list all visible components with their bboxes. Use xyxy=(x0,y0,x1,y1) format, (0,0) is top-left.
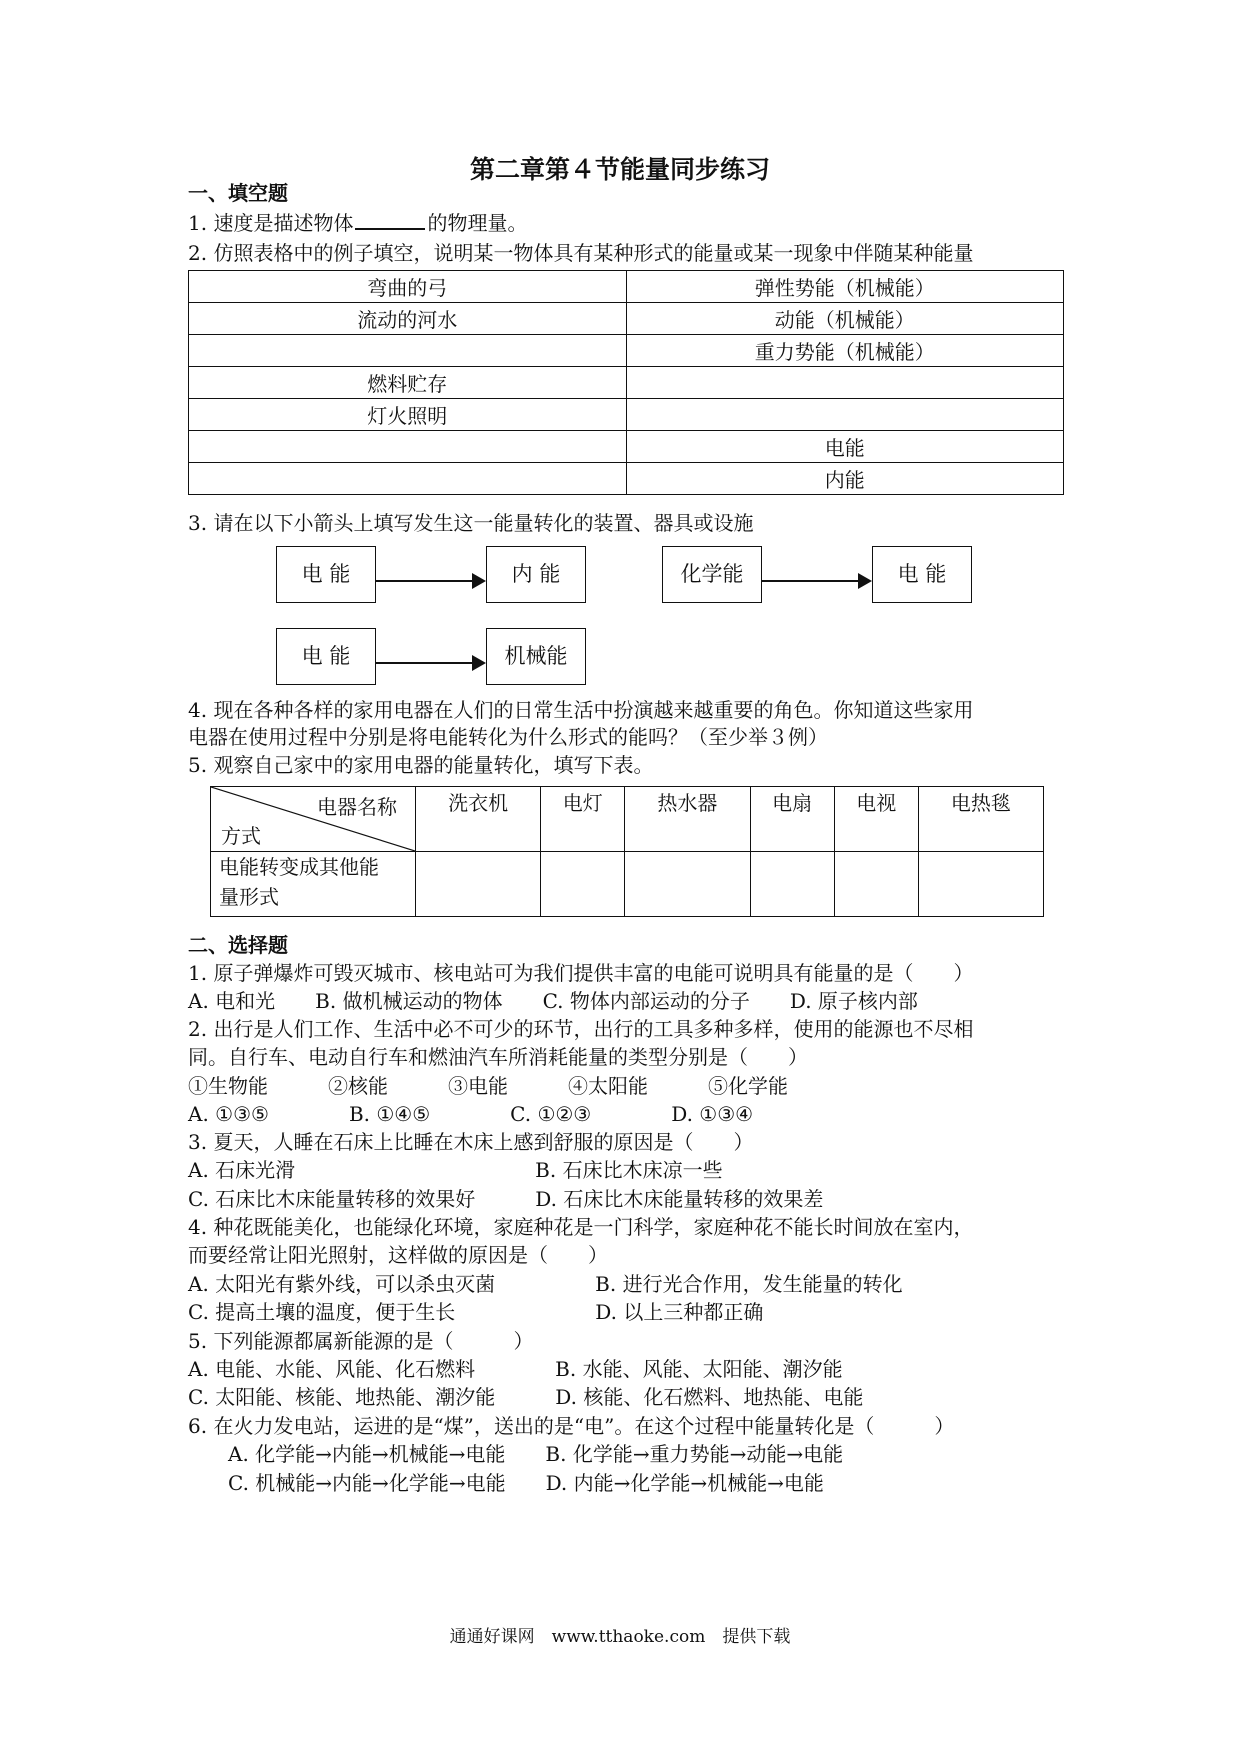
appliance-name: 电扇 xyxy=(750,787,834,852)
energy-box-electric: 电 能 xyxy=(276,628,376,685)
answer-cell[interactable] xyxy=(416,852,541,917)
appliance-name: 电视 xyxy=(834,787,918,852)
table-cell: 灯火照明 xyxy=(189,399,627,431)
choice-line: A. ①③⑤ B. ①④⑤ C. ①②③ D. ①③④ xyxy=(188,1102,754,1126)
table-cell: 电能 xyxy=(626,431,1064,463)
footer-source: 通通好课网 www.tthaoke.com 提供下载 xyxy=(449,1627,791,1647)
energy-box-chemical: 化学能 xyxy=(662,546,762,603)
table-cell[interactable] xyxy=(189,335,627,367)
appliance-table xyxy=(210,786,1044,917)
energy-box-internal: 内 能 xyxy=(486,546,586,603)
question-1-pre: 1. 速度是描述物体 xyxy=(188,211,354,235)
conversion-arrow[interactable] xyxy=(376,580,484,582)
table-cell: 动能（机械能） xyxy=(626,303,1064,335)
appliance-name: 热水器 xyxy=(625,787,750,852)
table-row xyxy=(189,399,1064,431)
choice-line: C. 提高土壤的温度，便于生长 D. 以上三种都正确 xyxy=(188,1300,764,1324)
conversion-arrow[interactable] xyxy=(762,580,870,582)
appliance-name: 电热毯 xyxy=(918,787,1043,852)
appliance-name: 电灯 xyxy=(541,787,625,852)
choice-line: A. 电能、水能、风能、化石燃料 B. 水能、风能、太阳能、潮汐能 xyxy=(188,1357,843,1381)
table-row xyxy=(189,367,1064,399)
answer-cell[interactable] xyxy=(541,852,625,917)
table-cell: 内能 xyxy=(626,463,1064,495)
answer-cell[interactable] xyxy=(918,852,1043,917)
page-title: 第二章第４节能量同步练习 xyxy=(469,155,770,184)
energy-example-table xyxy=(188,270,1064,495)
energy-box-electric: 电 能 xyxy=(276,546,376,603)
choice-line: 1. 原子弹爆炸可毁灭城市、核电站可为我们提供丰富的电能可说明具有能量的是（ ） xyxy=(188,961,974,985)
choice-line: 4. 种花既能美化，也能绿化环境，家庭种花是一门科学，家庭种花不能长时间放在室内， xyxy=(188,1215,974,1239)
corner-header-bottom: 方式 xyxy=(221,824,261,848)
table-cell: 弯曲的弓 xyxy=(189,271,627,303)
table-row xyxy=(189,463,1064,495)
corner-header-top: 电器名称 xyxy=(317,795,397,819)
choice-line: ①生物能 ②核能 ③电能 ④太阳能 ⑤化学能 xyxy=(188,1074,788,1098)
row-label-line-1: 电能转变成其他能 xyxy=(219,855,379,879)
question-5: 5. 观察自己家中的家用电器的能量转化，填写下表。 xyxy=(188,753,654,777)
table-row xyxy=(189,303,1064,335)
answer-cell[interactable] xyxy=(750,852,834,917)
table-cell[interactable] xyxy=(626,367,1064,399)
table-cell: 重力势能（机械能） xyxy=(626,335,1064,367)
choice-line: A. 电和光 B. 做机械运动的物体 C. 物体内部运动的分子 D. 原子核内部 xyxy=(188,989,918,1013)
choice-line: 3. 夏天，人睡在石床上比睡在木床上感到舒服的原因是（ ） xyxy=(188,1130,754,1154)
answer-cell[interactable] xyxy=(625,852,750,917)
appliance-name: 洗衣机 xyxy=(416,787,541,852)
table-cell[interactable] xyxy=(189,431,627,463)
choice-line: C. 机械能→内能→化学能→电能 D. 内能→化学能→机械能→电能 xyxy=(188,1471,824,1495)
table-cell: 燃料贮存 xyxy=(189,367,627,399)
choice-line: 5. 下列能源都属新能源的是（ ） xyxy=(188,1329,534,1353)
section-choice-heading: 二、选择题 xyxy=(188,933,288,957)
choice-line: 而要经常让阳光照射，这样做的原因是（ ） xyxy=(188,1243,608,1267)
choice-line: C. 石床比木床能量转移的效果好 D. 石床比木床能量转移的效果差 xyxy=(188,1187,824,1211)
table-row xyxy=(189,431,1064,463)
choice-line: 6. 在火力发电站，运进的是“煤”，送出的是“电”。在这个过程中能量转化是（ ） xyxy=(188,1414,955,1438)
question-2: 2. 仿照表格中的例子填空，说明某一物体具有某种形式的能量或某一现象中伴随某种能量 xyxy=(188,241,974,265)
table-cell[interactable] xyxy=(626,399,1064,431)
table-row xyxy=(211,787,1044,852)
choice-line: C. 太阳能、核能、地热能、潮汐能 D. 核能、化石燃料、地热能、电能 xyxy=(188,1385,864,1409)
table-cell: 流动的河水 xyxy=(189,303,627,335)
row-label xyxy=(211,852,416,917)
question-4-line-2: 电器在使用过程中分别是将电能转化为什么形式的能吗？（至少举３例） xyxy=(188,725,828,749)
choice-line: A. 太阳光有紫外线，可以杀虫灭菌 B. 进行光合作用，发生能量的转化 xyxy=(188,1272,903,1296)
conversion-arrow[interactable] xyxy=(376,662,484,664)
table-row xyxy=(189,271,1064,303)
choice-line: 同。自行车、电动自行车和燃油汽车所消耗能量的类型分别是（ ） xyxy=(188,1045,808,1069)
energy-box-mechanical: 机械能 xyxy=(486,628,586,685)
question-1-post: 的物理量。 xyxy=(427,211,528,235)
table-row xyxy=(211,852,1044,917)
table-corner-header xyxy=(211,787,416,852)
row-label-line-2: 量形式 xyxy=(219,885,279,909)
question-1 xyxy=(188,210,527,236)
table-row xyxy=(189,335,1064,367)
energy-box-electric: 电 能 xyxy=(872,546,972,603)
table-cell: 弹性势能（机械能） xyxy=(626,271,1064,303)
section-fill-heading: 一、填空题 xyxy=(188,181,288,205)
question-3: 3. 请在以下小箭头上填写发生这一能量转化的装置、器具或设施 xyxy=(188,511,754,535)
table-cell[interactable] xyxy=(189,463,627,495)
answer-cell[interactable] xyxy=(834,852,918,917)
answer-blank[interactable] xyxy=(355,210,425,230)
choice-line: A. 石床光滑 B. 石床比木床凉一些 xyxy=(188,1158,723,1182)
choice-line: 2. 出行是人们工作、生活中必不可少的环节，出行的工具多种多样，使用的能源也不尽相 xyxy=(188,1017,974,1041)
choice-line: A. 化学能→内能→机械能→电能 B. 化学能→重力势能→动能→电能 xyxy=(188,1442,844,1466)
question-4-line-1: 4. 现在各种各样的家用电器在人们的日常生活中扮演越来越重要的角色。你知道这些家用 xyxy=(188,698,974,722)
